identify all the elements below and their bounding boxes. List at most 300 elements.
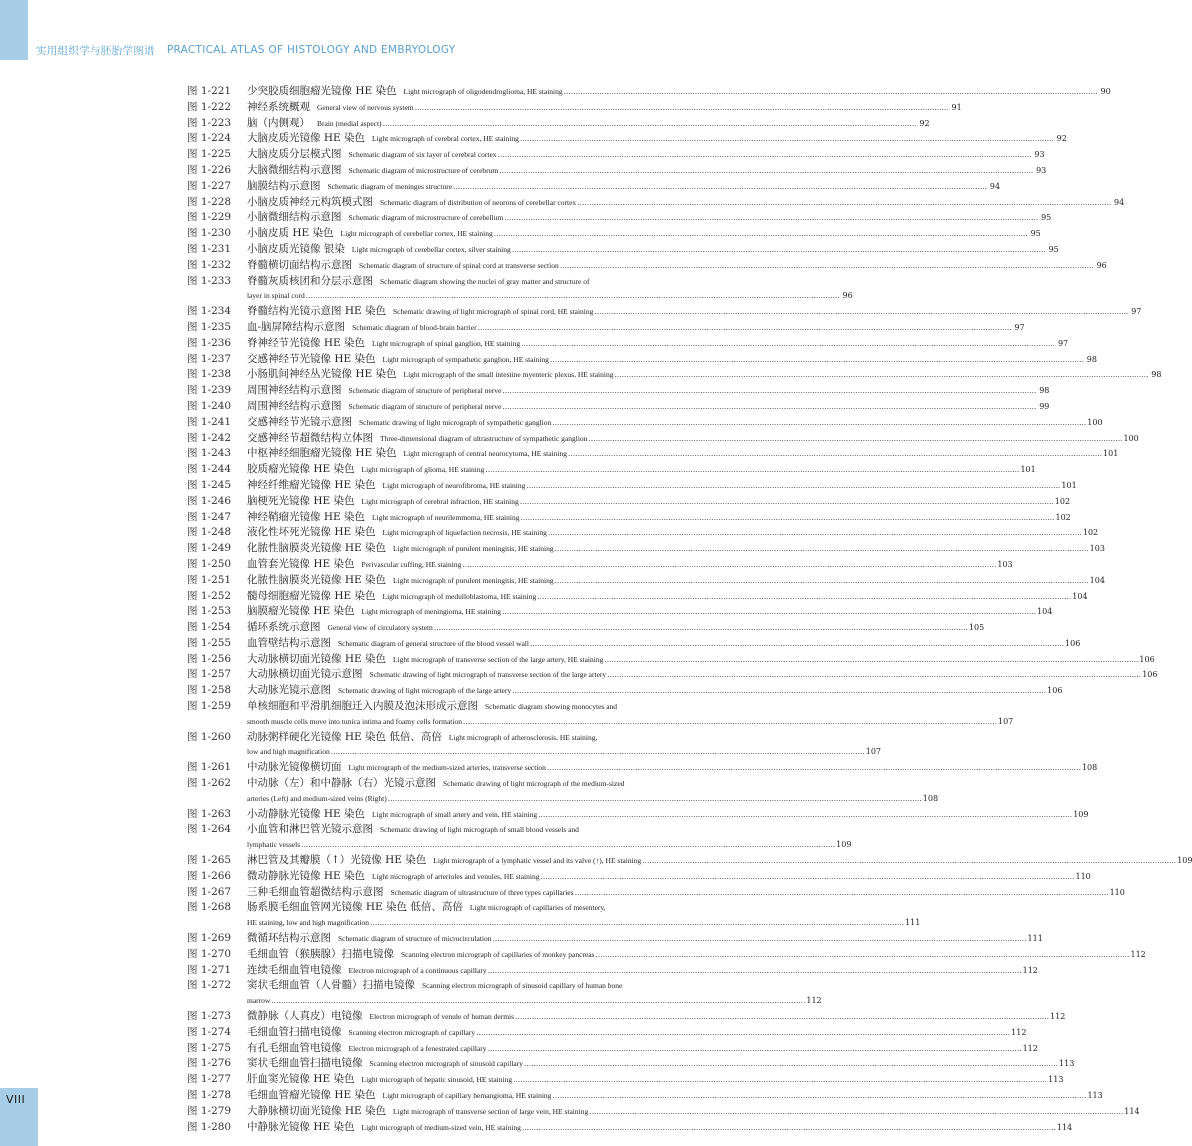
dot-leader <box>498 148 1032 163</box>
figure-number: 图 1-277 <box>187 1073 232 1086</box>
dot-leader <box>564 85 1098 100</box>
toc-entry[interactable] <box>187 367 1162 383</box>
page-ref: 111 <box>905 918 921 928</box>
title-english: Light micrograph of transverse section of the large artery, HE staining <box>393 654 604 664</box>
toc-entry[interactable] <box>187 320 1025 336</box>
dot-leader <box>526 479 1060 494</box>
title-english: Light micrograph of neurilemmoma, HE staining <box>372 512 520 522</box>
title-chinese: 交感神经节光镜像 HE 染色 <box>247 352 376 365</box>
entry-body <box>247 242 1059 258</box>
entry-title-line <box>247 822 851 838</box>
title-english: Schematic diagram of structure of peripheral nerve <box>348 401 502 411</box>
toc-entry[interactable] <box>187 336 1069 352</box>
entry-title-line <box>247 978 822 994</box>
page-ref: 109 <box>836 840 852 850</box>
toc-entry[interactable] <box>187 226 1041 242</box>
entry-continuation-line <box>247 838 851 853</box>
entry-body <box>247 620 984 636</box>
toc-entry[interactable] <box>187 258 1107 274</box>
entry-body <box>247 699 1013 730</box>
title-english: Light micrograph of medium-sized vein, HE staining <box>361 1122 521 1132</box>
entry-continuation-line <box>247 715 1013 730</box>
figure-number: 图 1-250 <box>187 557 232 570</box>
title-chinese: 毛细血管扫描电镜像 <box>247 1025 342 1038</box>
entry-body <box>247 304 1141 320</box>
toc-entry[interactable] <box>187 147 1045 163</box>
toc-entry[interactable] <box>187 462 1036 478</box>
figure-number: 图 1-261 <box>187 761 232 774</box>
title-chinese: 小动静脉光镜像 HE 染色 <box>247 807 365 820</box>
page-ref: 110 <box>1075 871 1091 881</box>
page-ref: 102 <box>1082 528 1099 538</box>
page-ref: 113 <box>1048 1075 1064 1085</box>
dot-leader <box>502 400 1036 415</box>
entry-body <box>247 525 1098 541</box>
toc-entry[interactable] <box>187 931 1043 947</box>
entry-body <box>247 557 1013 573</box>
toc-entry[interactable] <box>187 699 1014 730</box>
toc-entry[interactable] <box>187 636 1081 652</box>
entry-body <box>247 853 1192 869</box>
entry-body <box>247 415 1103 431</box>
entry-title-line <box>247 352 1097 368</box>
toc-entry[interactable] <box>187 210 1052 226</box>
page-ref: 109 <box>1177 856 1192 866</box>
entry-body <box>247 367 1161 383</box>
dot-leader <box>548 526 1082 541</box>
entry-title-line <box>247 336 1068 352</box>
entry-body <box>247 667 1157 683</box>
entry-body <box>247 730 881 761</box>
title-english: Light micrograph of the medium-sized arteries, transverse section <box>348 763 546 773</box>
page-ref: 101 <box>1061 480 1077 490</box>
figure-number: 图 1-222 <box>187 100 232 113</box>
entry-title-line <box>247 699 1013 715</box>
entry-body <box>247 1088 1103 1104</box>
title-chinese: 三种毛细血管超微结构示意图 <box>247 885 384 898</box>
page-ref: 95 <box>1030 229 1041 239</box>
dot-leader <box>530 637 1064 652</box>
title-english: Light micrograph of cerebral cortex, HE staining <box>372 134 519 144</box>
figure-number: 图 1-242 <box>187 431 232 444</box>
page-ref: 112 <box>1050 1012 1066 1022</box>
figure-number: 图 1-243 <box>187 447 232 460</box>
dot-leader <box>504 211 1038 226</box>
page-ref: 95 <box>1048 244 1059 254</box>
figure-number: 图 1-256 <box>187 652 232 665</box>
title-english: Schematic diagram of ultrastructure of three types capillaries <box>390 887 574 897</box>
page-ref: 108 <box>1081 763 1098 773</box>
title-english: Schematic diagram of meninges structure <box>327 181 453 191</box>
toc-entry[interactable] <box>187 131 1067 147</box>
toc-entry[interactable] <box>187 383 1050 399</box>
dot-leader <box>520 132 1054 147</box>
figure-number: 图 1-223 <box>187 116 232 129</box>
entry-body <box>247 1120 1072 1136</box>
dot-leader <box>595 948 1129 963</box>
title-english: Schematic drawing of light micrograph of the large artery <box>338 686 512 696</box>
entry-body <box>247 541 1105 557</box>
toc-entry[interactable] <box>187 667 1158 683</box>
title-chinese: 毛细血管（猴胰腺）扫描电镜像 <box>247 947 394 960</box>
title-english: Schematic diagram showing monocytes and <box>485 702 618 712</box>
figure-number: 图 1-280 <box>187 1120 232 1133</box>
title-english: Schematic drawing of light micrograph of spinal cord, HE staining <box>393 307 594 317</box>
entry-title-line <box>247 1120 1072 1136</box>
title-english: General view of circulatory system <box>327 623 433 633</box>
figure-number: 图 1-266 <box>187 869 232 882</box>
title-english: Schematic drawing of light micrograph of sympathetic ganglion <box>359 417 552 427</box>
dot-leader <box>512 684 1046 699</box>
title-chinese: 脑膜结构示意图 <box>247 179 321 192</box>
toc-entry[interactable] <box>187 304 1142 320</box>
title-chinese: 少突胶质细胞瘤光镜像 HE 染色 <box>247 85 397 97</box>
title-english: Schematic drawing of light micrograph of transverse section of the large artery <box>369 670 607 680</box>
figure-number: 图 1-274 <box>187 1025 232 1038</box>
toc-entry[interactable] <box>187 730 882 761</box>
page-ref: 93 <box>1034 150 1045 160</box>
toc-entry[interactable] <box>187 589 1088 605</box>
title-english: Light micrograph of oligodendroglioma, HE staining <box>403 87 563 96</box>
entry-body <box>247 84 1111 100</box>
page-ref: 98 <box>1086 354 1097 364</box>
title-chinese: 肠系膜毛细血管网光镜像 HE 染色 低倍、高倍 <box>247 901 463 914</box>
toc-entry[interactable] <box>187 557 1013 573</box>
entry-title-line <box>247 179 1000 195</box>
toc-entry[interactable] <box>187 822 852 853</box>
entry-title-line <box>247 667 1157 683</box>
dot-leader <box>463 715 997 730</box>
entry-body <box>247 383 1049 399</box>
entry-body <box>247 179 1000 195</box>
entry-title-line <box>247 163 1046 179</box>
title-chinese: 大动脉横切面光镜像 HE 染色 <box>247 652 386 665</box>
title-chinese: 周围神经结构示意图 <box>247 384 342 397</box>
toc-entry[interactable] <box>187 620 985 636</box>
toc-entry[interactable] <box>187 1072 1064 1088</box>
title-chinese: 化脓性脑膜炎光镜像 HE 染色 <box>247 573 386 586</box>
title-english: Light micrograph of spinal ganglion, HE staining <box>372 338 521 348</box>
dot-leader <box>540 870 1074 885</box>
title-english: Light micrograph of a lymphatic vessel and its valve (↑), HE staining <box>433 856 642 866</box>
title-chinese: 大脑皮质分层模式图 <box>247 148 342 161</box>
figure-number: 图 1-270 <box>187 947 232 960</box>
page-ref: 109 <box>1073 809 1089 819</box>
entry-title-line <box>247 1056 1074 1072</box>
toc-entry[interactable] <box>187 760 1098 776</box>
entry-body <box>247 1072 1063 1088</box>
toc-entry[interactable] <box>187 352 1097 368</box>
entry-body <box>247 1104 1140 1120</box>
page-ref: 104 <box>1037 607 1053 617</box>
title-chinese: 神经系统概观 <box>247 100 310 113</box>
title-english: Light micrograph of atherosclerosis, HE staining, <box>448 732 598 742</box>
title-chinese: 大动脉横切面光镜示意图 <box>247 668 363 681</box>
toc-entry[interactable] <box>187 1120 1073 1136</box>
figure-number: 图 1-278 <box>187 1089 232 1101</box>
toc-entry[interactable] <box>187 525 1099 541</box>
title-chinese: 单核细胞和平滑肌细胞迁入内膜及泡沫形成示意图 <box>247 700 478 713</box>
title-chinese: 血-脑屏障结构示意图 <box>247 320 346 333</box>
toc-entry[interactable] <box>187 869 1091 885</box>
dot-leader <box>642 854 1176 869</box>
entry-body <box>247 1009 1065 1025</box>
entry-title-line <box>247 620 984 636</box>
title-english-continued: smooth muscle cells move into tunica intima and foamy cells formation <box>247 716 462 726</box>
entry-title-line <box>247 147 1045 163</box>
title-chinese: 神经纤维瘤光镜像 HE 染色 <box>247 478 376 491</box>
toc-entry[interactable] <box>187 510 1071 526</box>
entry-body <box>247 885 1125 901</box>
page-ref: 103 <box>997 559 1013 569</box>
title-english: Three-dimensional diagram of ultrastructure of sympathetic ganglion <box>380 433 588 443</box>
dot-leader <box>492 932 1026 947</box>
entry-title-line <box>247 760 1097 776</box>
entry-title-line <box>247 900 920 916</box>
figure-number: 图 1-253 <box>187 605 232 618</box>
toc-entry[interactable] <box>187 776 939 807</box>
title-chinese: 交感神经节光镜示意图 <box>247 415 352 428</box>
title-chinese: 中静脉光镜像 HE 染色 <box>247 1120 355 1133</box>
page-ref: 93 <box>1036 165 1047 175</box>
toc-entry[interactable] <box>187 163 1047 179</box>
toc-entry[interactable] <box>187 885 1125 901</box>
figure-number: 图 1-234 <box>187 305 232 318</box>
title-chinese: 周围神经结构示意图 <box>247 399 342 412</box>
page-ref: 106 <box>1142 670 1158 680</box>
title-chinese: 中动脉光镜像横切面 <box>247 761 342 774</box>
entry-body <box>247 652 1155 668</box>
entry-title-line <box>247 1104 1140 1120</box>
toc-entry[interactable] <box>187 446 1119 462</box>
entry-title-line <box>247 100 962 116</box>
title-chinese: 脊髓灰质核团和分层示意图 <box>247 274 373 287</box>
toc-entry[interactable] <box>187 84 1111 100</box>
entry-title-line <box>247 84 1111 100</box>
toc-entry[interactable] <box>187 573 1105 589</box>
entry-body <box>247 822 851 853</box>
entry-title-line <box>247 494 1070 510</box>
title-chinese: 大脑皮质光镜像 HE 染色 <box>247 132 365 145</box>
entry-title-line <box>247 931 1043 947</box>
title-english: Light micrograph of liquefaction necrosis, HE staining <box>382 528 547 538</box>
title-chinese: 脑膜瘤光镜像 HE 染色 <box>247 605 355 618</box>
side-color-tab-top <box>0 0 28 60</box>
dot-leader <box>614 368 1148 383</box>
entry-title-line <box>247 869 1091 885</box>
title-english: General view of nervous system <box>317 102 414 112</box>
entry-title-line <box>247 604 1052 620</box>
entry-body <box>247 869 1091 885</box>
toc-entry[interactable] <box>187 1088 1103 1104</box>
entry-title-line <box>247 1025 1026 1041</box>
figure-number: 图 1-254 <box>187 621 232 634</box>
figure-number: 图 1-258 <box>187 684 232 697</box>
entry-body <box>247 776 938 807</box>
title-english: Electron micrograph of a fenestrated capillary <box>348 1043 487 1053</box>
page-ref: 113 <box>1059 1059 1075 1069</box>
entry-body <box>247 352 1097 368</box>
toc-entry[interactable] <box>187 415 1103 431</box>
dot-leader <box>568 447 1102 462</box>
entry-title-line <box>247 1041 1038 1057</box>
figure-number: 图 1-225 <box>187 148 232 161</box>
toc-entry[interactable] <box>187 978 822 1009</box>
title-chinese: 脑梗死光镜像 HE 染色 <box>247 494 355 507</box>
toc-entry[interactable] <box>187 195 1125 211</box>
toc-entry[interactable] <box>187 853 1192 869</box>
entry-body <box>247 1041 1038 1057</box>
figure-number: 图 1-249 <box>187 542 232 555</box>
title-chinese: 小脑皮质光镜像 银染 <box>247 242 345 255</box>
toc-entry[interactable] <box>187 1104 1140 1120</box>
title-chinese: 小脑皮质 HE 染色 <box>247 227 334 240</box>
toc-entry[interactable] <box>187 900 921 931</box>
figure-number: 图 1-240 <box>187 399 232 412</box>
figure-number: 图 1-263 <box>187 807 232 820</box>
title-chinese: 动脉粥样硬化光镜像 HE 染色 低倍、高倍 <box>247 730 442 743</box>
title-english: Schematic drawing of light micrograph of the medium-sized <box>443 779 625 789</box>
figure-number: 图 1-255 <box>187 636 232 649</box>
title-english: Scanning electron micrograph of capillary <box>348 1027 476 1037</box>
toc-entry[interactable] <box>187 399 1050 415</box>
toc-entry[interactable] <box>187 604 1053 620</box>
toc-entry[interactable] <box>187 963 1038 979</box>
figure-number: 图 1-229 <box>187 211 232 224</box>
entry-title-line <box>247 399 1049 415</box>
title-chinese: 有孔毛细血管电镜像 <box>247 1041 342 1054</box>
page-ref: 90 <box>1100 87 1111 96</box>
entry-title-line <box>247 1072 1063 1088</box>
dot-leader <box>488 1042 1022 1057</box>
figure-number: 图 1-268 <box>187 901 232 914</box>
entry-title-line <box>247 510 1071 526</box>
toc-entry[interactable] <box>187 100 962 116</box>
figure-number: 图 1-272 <box>187 979 232 992</box>
dot-leader <box>485 463 1019 478</box>
page-ref: 92 <box>1056 134 1067 144</box>
entry-title-line <box>247 730 881 746</box>
title-english-continued: layer in spinal cord <box>247 291 305 301</box>
dot-leader <box>594 305 1128 320</box>
page-ref: 105 <box>968 623 985 633</box>
toc-entry[interactable] <box>187 652 1155 668</box>
title-english-continued: arteries (Left) and medium-sized veins (Right) <box>247 793 387 803</box>
figure-number: 图 1-244 <box>187 463 232 476</box>
header-title-cn: 实用组织学与胚胎学图谱 <box>36 44 155 57</box>
title-english: Light micrograph of the small intestine myenteric plexus, HE staining <box>403 370 614 380</box>
toc-entry[interactable] <box>187 242 1059 258</box>
entry-body <box>247 210 1051 226</box>
dot-leader <box>547 761 1081 776</box>
title-english: Scanning electron micrograph of sinusoid capillary of human bone <box>422 981 623 991</box>
title-chinese: 窦状毛细血管（人骨髓）扫描电镜像 <box>247 979 415 992</box>
toc-entry[interactable] <box>187 478 1077 494</box>
page-ref: 106 <box>1065 638 1081 648</box>
page-ref: 94 <box>989 181 1001 191</box>
entry-body <box>247 163 1046 179</box>
title-chinese: 髓母细胞瘤光镜像 HE 染色 <box>247 589 376 602</box>
page-ref: 104 <box>1089 575 1105 585</box>
toc-entry[interactable] <box>187 807 1089 823</box>
figure-number: 图 1-233 <box>187 274 232 287</box>
title-english: Light micrograph of transverse section of large vein, HE staining <box>393 1106 589 1116</box>
toc-entry[interactable] <box>187 116 930 132</box>
toc-entry[interactable] <box>187 1025 1027 1041</box>
entry-title-line <box>247 304 1141 320</box>
page-ref: 103 <box>1089 544 1105 554</box>
title-english: Schematic diagram of microstructure of cerebellum <box>348 213 504 223</box>
toc-entry[interactable] <box>187 947 1146 963</box>
entry-title-line <box>247 478 1077 494</box>
title-english: Schematic diagram of structure of spinal cord at transverse section <box>359 260 559 270</box>
figure-number: 图 1-224 <box>187 132 232 145</box>
title-english: Light micrograph of cerebral infraction, HE staining <box>361 496 519 506</box>
entry-title-line <box>247 320 1025 336</box>
toc-entry[interactable] <box>187 541 1105 557</box>
dot-leader <box>520 495 1054 510</box>
toc-entry[interactable] <box>187 1041 1038 1057</box>
page-ref: 108 <box>922 793 939 803</box>
entry-title-line <box>247 210 1051 226</box>
dot-leader <box>331 745 865 760</box>
entry-title-line <box>247 462 1036 478</box>
entry-title-line <box>247 415 1103 431</box>
figure-number: 图 1-236 <box>187 336 232 349</box>
figure-number: 图 1-260 <box>187 730 232 743</box>
title-english: Schematic diagram of general structure of the blood vessel wall <box>338 638 529 648</box>
figure-number: 图 1-271 <box>187 963 232 976</box>
entry-title-line <box>247 446 1118 462</box>
figure-number: 图 1-257 <box>187 668 232 681</box>
page-ref: 97 <box>1057 338 1069 348</box>
page-ref: 114 <box>1056 1122 1073 1132</box>
title-chinese: 循环系统示意图 <box>247 621 321 634</box>
toc-entry[interactable] <box>187 179 1001 195</box>
dot-leader <box>453 180 987 195</box>
page-ref: 97 <box>1014 322 1025 332</box>
dot-leader <box>589 1105 1123 1120</box>
entry-body <box>247 510 1071 526</box>
page-ref: 113 <box>1087 1091 1103 1100</box>
entry-body <box>247 604 1052 620</box>
entry-continuation-line <box>247 792 938 807</box>
title-english: Light micrograph of arterioles and venules, HE staining <box>372 871 540 881</box>
dot-leader <box>513 1073 1047 1088</box>
figure-number: 图 1-265 <box>187 854 232 867</box>
title-english: Light micrograph of cerebellar cortex, silver staining <box>351 244 511 254</box>
dot-leader <box>494 227 1028 242</box>
title-chinese: 小肠肌间神经丛光镜像 HE 染色 <box>247 368 397 381</box>
title-english: Schematic diagram of microstructure of cerebrum <box>348 165 499 175</box>
title-chinese: 毛细血管瘤光镜像 HE 染色 <box>247 1089 376 1101</box>
toc-entry[interactable] <box>187 683 1063 699</box>
entry-title-line <box>247 431 1139 447</box>
entry-body <box>247 320 1025 336</box>
toc-entry[interactable] <box>187 274 853 305</box>
entry-body <box>247 147 1045 163</box>
title-english: Light micrograph of capillaries of mesentery, <box>469 903 606 913</box>
toc-entry[interactable] <box>187 494 1071 510</box>
entry-body <box>247 478 1077 494</box>
page-ref: 100 <box>1087 417 1103 427</box>
toc-entry[interactable] <box>187 431 1139 447</box>
title-english: Electron micrograph of venule of human dermis <box>369 1012 515 1022</box>
toc-entry[interactable] <box>187 1056 1075 1072</box>
figure-number: 图 1-251 <box>187 573 232 586</box>
title-english: Perivascular cuffing, HE staining <box>361 559 462 569</box>
toc-entry[interactable] <box>187 1009 1066 1025</box>
